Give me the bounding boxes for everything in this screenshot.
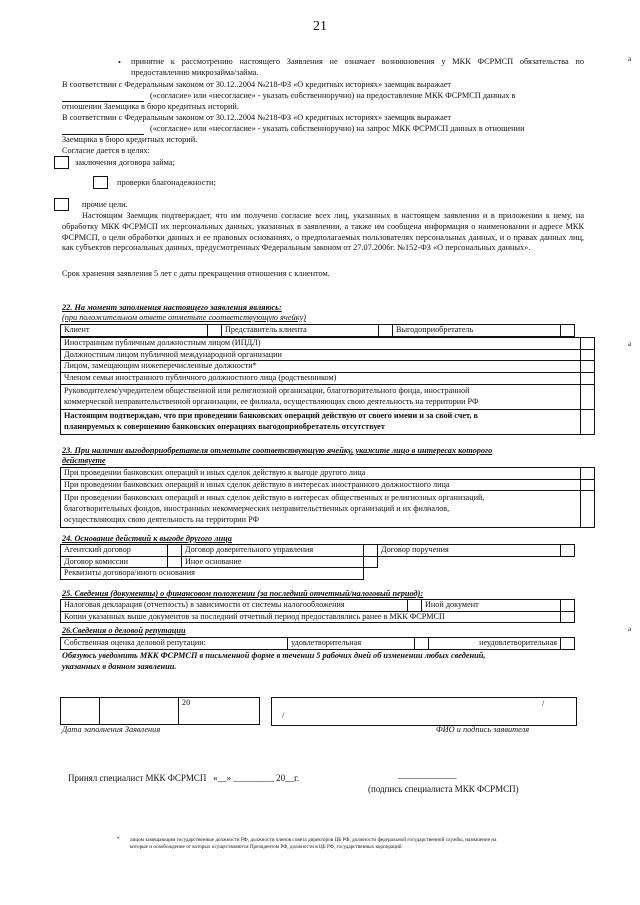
retention-note: Срок хранения заявления 5 лет с даты прекращения отношения с клиентом. xyxy=(62,269,330,278)
s23-row-label: При проведении банковских операций и иных сделок действую к выгоде другого лица xyxy=(61,468,581,480)
s25-copies-label: Копии указанных выше документов за последний отчетный период предоставлялись ранее в МКК ФСРМСП xyxy=(61,611,561,623)
s23-row-checkbox[interactable] xyxy=(581,491,595,528)
bki-consent-line3: отношении Заемщика в бюро кредитных историй. xyxy=(62,102,239,111)
bki-request-line2: («согласие» или «несогласие» - указать собственноручно) на запрос МКК ФСРМСП данных в отношении xyxy=(150,124,525,133)
s22-row xyxy=(61,361,595,373)
s22-row-label: Руководителем/учредителем общественной или религиозной организации, благотворительного фонда, иностранной коммерческой неправительственной организации, ее филиала, осуществляющих свою деятельность на территории РФ xyxy=(61,384,581,409)
s26-good-checkbox[interactable] xyxy=(415,638,429,650)
footnote-line2: которые и освобождение от которых осуществляются Президентом РФ, должности в ЦБ РФ, государственных корпораций xyxy=(130,844,402,850)
s24-other-label: Иное основание xyxy=(182,556,364,568)
s24-commission-label: Договор комиссии xyxy=(61,556,168,568)
s24-trust-checkbox[interactable] xyxy=(364,545,378,557)
date-label: Дата заполнения Заявления xyxy=(62,725,161,734)
bki-request-line3: Заемщика в бюро кредитных историй. xyxy=(62,135,198,144)
s22-rep-checkbox[interactable] xyxy=(379,325,393,337)
purpose-loan-label: заключения договора займа; xyxy=(75,158,175,167)
s22-row xyxy=(61,338,595,350)
s25-title: 25. Сведения (документы) о финансовом положении (за последний отчетный/налоговый период): xyxy=(62,589,424,598)
bki-request-line1: В соответствии с Федеральным законом от 30.12..2004 №218-ФЗ «О кредитных историях» заемщик выражает xyxy=(62,113,452,122)
s23-row-checkbox[interactable] xyxy=(581,468,595,480)
purpose-check-checkbox[interactable] xyxy=(93,176,108,189)
signature-slash-2: / xyxy=(542,699,545,708)
s24-order-checkbox[interactable] xyxy=(561,545,575,557)
s22-row-label: Должностным лицом публичной международной организации xyxy=(61,349,581,361)
consent-purposes-label: Согласие дается в целях: xyxy=(62,146,150,155)
s24-title: 24. Основание действий к выгоде другого лица xyxy=(62,534,232,543)
s22-row-label: Иностранным публичным должностным лицом (ИПДЛ) xyxy=(61,338,581,350)
purpose-check-label: проверки благонадежности; xyxy=(117,178,216,187)
s22-row xyxy=(61,349,595,361)
s26-own-label: Собственная оценка деловой репутации: xyxy=(61,638,288,650)
s26-title: 26.Сведения о деловой репутации xyxy=(62,626,186,635)
s22-confirm-checkbox[interactable] xyxy=(581,409,595,434)
s25-other-label: Иной документ xyxy=(422,600,561,612)
s23-title-line2: действуете xyxy=(62,456,106,465)
s24-other-checkbox[interactable] xyxy=(364,556,378,568)
s22-client-checkbox[interactable] xyxy=(208,325,222,337)
date-day-box[interactable] xyxy=(61,698,100,725)
s26-bad-checkbox[interactable] xyxy=(561,638,575,650)
page-number: 21 xyxy=(313,19,327,34)
bki-consent-line1: В соответствии с Федеральным законом от 30.12..2004 №218-ФЗ «О кредитных историях» заемщик выражает xyxy=(62,80,452,89)
margin-mark: а xyxy=(628,55,632,63)
purpose-other-label: прочие цели. xyxy=(82,200,128,209)
signature-box[interactable] xyxy=(271,697,577,726)
s22-benef-checkbox[interactable] xyxy=(561,325,575,337)
s22-status-table xyxy=(60,337,595,435)
bullet-text: принятие к рассмотрению настоящего Заявления не означает возникновения у МКК ФСРМСП обязательства по предоставлению микрозайма/займа. xyxy=(131,57,584,77)
purpose-loan-checkbox[interactable] xyxy=(54,156,69,169)
s25-copies-checkbox[interactable] xyxy=(561,611,575,623)
s22-row-label: Членом семьи иностранного публичного должностного лица (родственником) xyxy=(61,372,581,384)
date-year-box[interactable] xyxy=(179,698,260,725)
s25-table xyxy=(60,599,575,623)
s26-good-label: удовлетворительная xyxy=(288,638,415,650)
s22-row-checkbox[interactable] xyxy=(581,372,595,384)
s22-row xyxy=(61,384,595,409)
bullet-dot: • xyxy=(118,58,121,67)
obligation-line1: Обязуюсь уведомить МКК ФСРМСП в письменной форме в течении 5 рабочих дней об изменении любых сведений, xyxy=(62,651,486,660)
margin-mark: а xyxy=(628,625,632,633)
s23-row xyxy=(61,468,595,480)
footnote-line1: лицом замещающим государственные должности РФ, должности членов совета директоров ЦБ РФ, должности федеральной государственной службы, назначение на xyxy=(130,837,497,843)
fio-label: ФИО и подпись заявителя xyxy=(436,725,530,734)
s24-agency-checkbox[interactable] xyxy=(168,545,182,557)
s22-client-label: Клиент xyxy=(61,325,208,337)
s22-row-checkbox[interactable] xyxy=(581,338,595,350)
margin-mark: а xyxy=(628,340,632,348)
s26-bad-label: неудовлетворительная xyxy=(429,638,561,650)
s24-agency-label: Агентский договор xyxy=(61,545,168,557)
s23-row-label: При проведении банковских операций и иных сделок действую в интересах общественных и религиозных организаций, благотворительных фондов, иностранных некоммерческих неправительственных организаций и их филиалов, осуществляющих свою деятельность на территории РФ xyxy=(61,491,581,528)
s22-title: 22. На момент заполнения настоящего заявления являюсь: xyxy=(62,303,282,312)
s25-tax-checkbox[interactable] xyxy=(408,600,422,612)
s22-row-checkbox[interactable] xyxy=(581,349,595,361)
s23-row xyxy=(61,491,595,528)
specialist-signature-label: (подпись специалиста МКК ФСРМСП) xyxy=(368,784,519,794)
accepted-by-specialist: Принял специалист МКК ФСРМСП «__» _________ 20__г. xyxy=(68,773,300,783)
s22-rep-label: Представитель клиента xyxy=(222,325,379,337)
date-month-box[interactable] xyxy=(100,698,179,725)
purpose-other-checkbox[interactable] xyxy=(54,198,69,211)
s24-table xyxy=(60,544,575,580)
s22-benef-label: Выгодоприобретатель xyxy=(393,325,561,337)
s24-requisites-label: Реквизиты договора/иного основания xyxy=(61,568,364,580)
s24-trust-label: Договор доверительного управления xyxy=(182,545,364,557)
footnote-bullet: • xyxy=(117,836,120,842)
obligation-line2: указанных в данном заявлении. xyxy=(62,662,177,671)
signature-slash-1: / xyxy=(282,711,285,720)
s24-commission-checkbox[interactable] xyxy=(168,556,182,568)
s22-confirm-row xyxy=(61,409,595,434)
s23-row xyxy=(61,479,595,491)
s23-row-label: При проведении банковских операций и иных сделок действую в интересах иностранного должностного лица xyxy=(61,479,581,491)
personal-data-confirmation: Настоящим Заемщик подтверждает, что им получено согласие всех лиц, указанных в настоящем заявлении и в приложении к нему, на обработку МКК ФСРМСП их персональных данных, указанных в заявлении, а также им сообщена информация о наименовании и адресе МКК ФСРМСП, о цели обработки данных и ее правовых основаниях, о предполагаемых пользователях персональных данных, и о правах данных лиц, как субъектов персональных данных, предусмотренных Федеральным законом от 27.07.2006г. №152-ФЗ «О персональных данных». xyxy=(62,211,584,253)
year-prefix: 20 xyxy=(182,698,191,707)
s22-row-checkbox[interactable] xyxy=(581,384,595,409)
s23-title-line1: 23. При наличии выгодоприобретателя отметьте соответствующую ячейку, укажите лицо в интересах которого xyxy=(62,446,493,455)
s22-row xyxy=(61,372,595,384)
s23-table xyxy=(60,467,595,528)
s26-table xyxy=(60,637,575,650)
s22-confirm-label: Настоящим подтверждаю, что при проведении банковских операций действую от своего имени и за свой счет, в планируемых к совершению банковских операциях выгодоприобретатель отсутствует xyxy=(61,409,581,434)
specialist-signature-line[interactable]: _____________ xyxy=(398,770,457,780)
s22-row-checkbox[interactable] xyxy=(581,361,595,373)
bki-consent-line2: («согласие» или «несогласие» - указать собственноручно) на предоставление МКК ФСРМСП данных в xyxy=(150,91,516,100)
date-boxes xyxy=(60,697,260,725)
s24-order-label: Договор поручения xyxy=(378,545,561,557)
s22-table xyxy=(60,324,575,337)
s25-other-checkbox[interactable] xyxy=(561,600,575,612)
s22-row-label: Лицом, замещающим нижеперечисленные должности* xyxy=(61,361,581,373)
s22-note: (при положительном ответе отметьте соответствующую ячейку) xyxy=(62,313,307,322)
s23-row-checkbox[interactable] xyxy=(581,479,595,491)
s25-tax-label: Налоговая декларация (отчетность) в зависимости от системы налогообложения xyxy=(61,600,408,612)
